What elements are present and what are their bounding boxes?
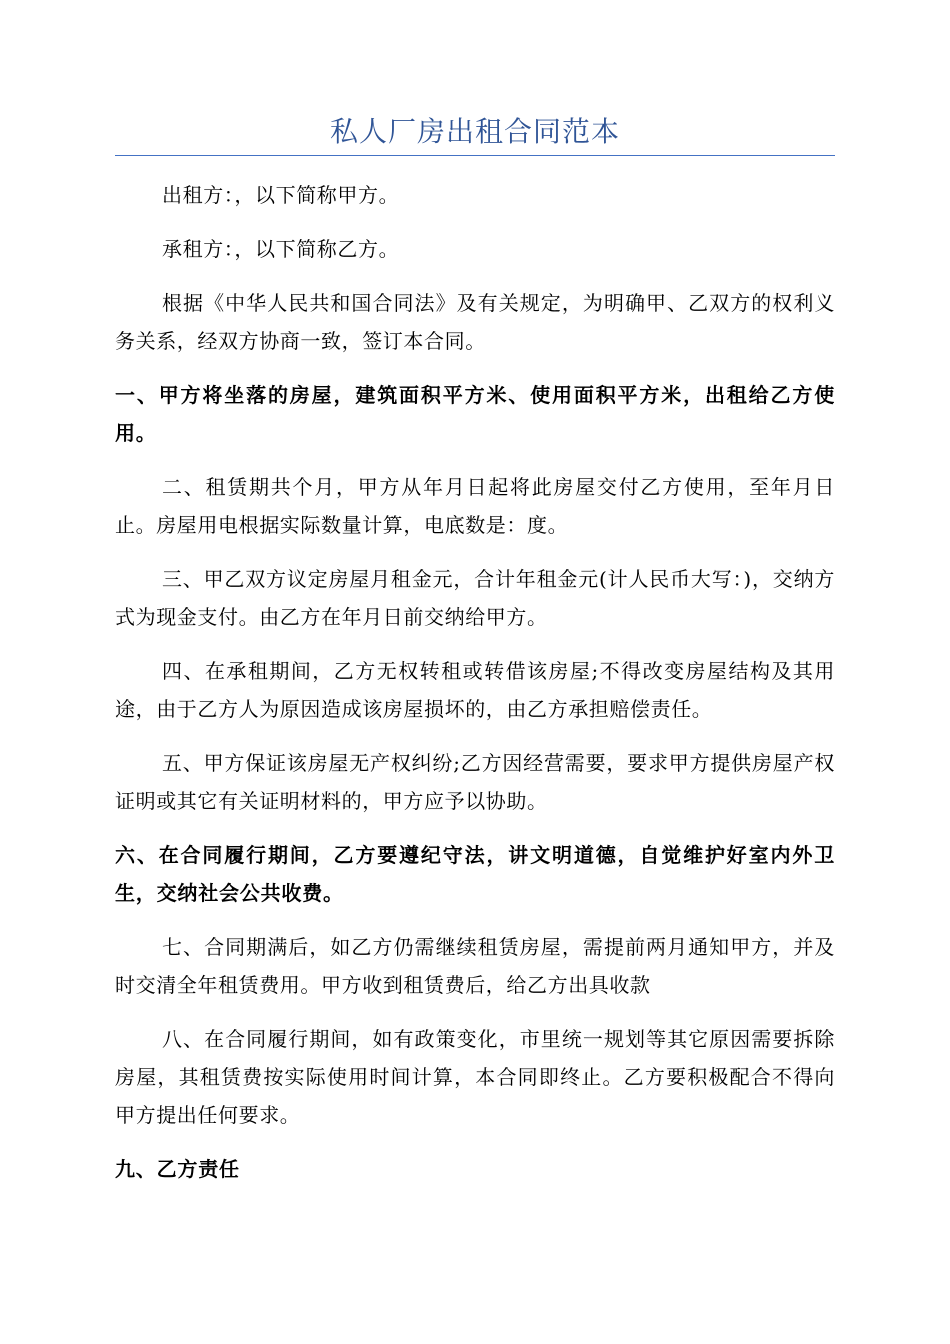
- clause-6: 六、在合同履行期间，乙方要遵纪守法，讲文明道德，自觉维护好室内外卫生，交纳社会公共收费。: [115, 843, 835, 905]
- clause-7: 七、合同期满后，如乙方仍需继续租赁房屋，需提前两月通知甲方，并及时交清全年租赁费用。甲方收到租赁费后，给乙方出具收款: [115, 935, 835, 997]
- clause-3: 三、甲乙双方议定房屋月租金元，合计年租金元(计人民币大写：)，交纳方式为现金支付。由乙方在年月日前交纳给甲方。: [115, 567, 835, 629]
- document-title: 私人厂房出租合同范本: [329, 115, 620, 148]
- paragraph-lessee: 承租方：，以下简称乙方。: [162, 237, 400, 261]
- clause-2: 二、租赁期共个月，甲方从年月日起将此房屋交付乙方使用，至年月日止。房屋用电根据实际数量计算，电底数是：度。: [115, 475, 835, 537]
- paragraph-preamble: 根据《中华人民共和国合同法》及有关规定，为明确甲、乙双方的权利义务关系，经双方协商一致，签订本合同。: [115, 291, 835, 353]
- clause-4: 四、在承租期间，乙方无权转租或转借该房屋;不得改变房屋结构及其用途，由于乙方人为原因造成该房屋损坏的，由乙方承担赔偿责任。: [115, 659, 835, 721]
- clause-8: 八、在合同履行期间，如有政策变化，市里统一规划等其它原因需要拆除房屋，其租赁费按实际使用时间计算，本合同即终止。乙方要积极配合不得向甲方提出任何要求。: [115, 1027, 835, 1127]
- title-underline: [115, 155, 835, 156]
- clause-5: 五、甲方保证该房屋无产权纠纷;乙方因经营需要，要求甲方提供房屋产权证明或其它有关证明材料的，甲方应予以协助。: [115, 751, 835, 813]
- document-page: [115, 0, 835, 1204]
- clause-1: 一、甲方将坐落的房屋，建筑面积平方米、使用面积平方米，出租给乙方使用。: [115, 383, 835, 445]
- paragraph-lessor: 出租方：，以下简称甲方。: [162, 183, 400, 207]
- clause-9-heading: 九、乙方责任: [115, 1157, 240, 1181]
